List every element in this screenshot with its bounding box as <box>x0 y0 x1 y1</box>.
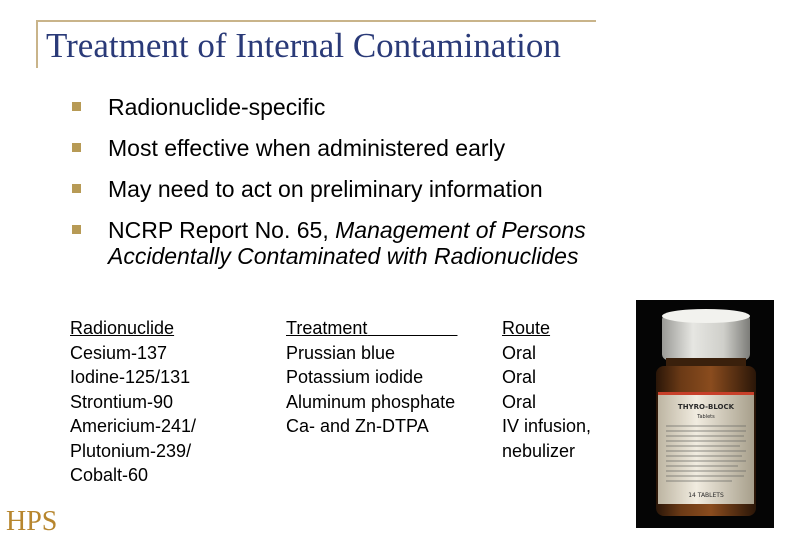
title-frame-horizontal-line <box>36 20 596 22</box>
slide-title: Treatment of Internal Contamination <box>46 26 561 65</box>
square-bullet-icon <box>72 102 81 111</box>
bullet-item <box>72 94 712 120</box>
square-bullet-icon <box>72 143 81 152</box>
route-item: Oral <box>502 342 537 363</box>
treatment-item: Ca- and Zn-DTPA <box>286 416 429 436</box>
bullet-text: Radionuclide-specific <box>108 94 326 120</box>
route-column <box>502 316 632 463</box>
bottle-label-count: 14 TABLETS <box>688 492 724 499</box>
bottle-label-sub: Tablets <box>697 414 715 420</box>
hps-logo-text: HPS <box>6 506 58 536</box>
radionuclide-item: Strontium-90 <box>70 391 174 412</box>
bullet-text-italic-reference: Management of Persons Accidentally Contaminated with Radionuclides <box>108 217 586 269</box>
treatment-header <box>286 316 486 341</box>
title-frame-vertical-line <box>36 20 38 68</box>
radionuclide-item: Plutonium-239/ <box>70 440 192 461</box>
square-bullet-icon <box>72 184 81 193</box>
bullet-text-prefix: NCRP Report No. 65, <box>108 217 336 243</box>
treatment-header-underline-pad <box>367 318 457 338</box>
treatment-header-text: Treatment <box>286 318 368 338</box>
bullet-item <box>72 176 712 202</box>
bottle-label-stripe <box>658 392 754 395</box>
bottle-cap-top <box>662 309 750 323</box>
bullet-text: Most effective when administered early <box>108 135 506 161</box>
treatment-item: Aluminum phosphate <box>286 391 456 412</box>
bullet-text: May need to act on preliminary information <box>108 176 543 202</box>
radionuclide-item: Cobalt-60 <box>70 465 149 485</box>
radionuclide-item: Cesium-137 <box>70 342 168 363</box>
route-item: Oral <box>502 367 537 387</box>
bottle-label-brand: THYRO-BLOCK <box>677 403 735 411</box>
square-bullet-icon <box>72 225 81 234</box>
treatment-item: Potassium iodide <box>286 367 424 387</box>
potassium-iodide-bottle-photo <box>636 300 774 528</box>
hps-logo <box>4 500 74 536</box>
radionuclide-header: Radionuclide <box>70 318 175 338</box>
treatment-column <box>286 316 486 439</box>
treatment-item: Prussian blue <box>286 342 396 363</box>
bottle-illustration <box>636 300 774 528</box>
bullet-list <box>72 94 712 284</box>
radionuclide-item: Iodine-125/131 <box>70 367 191 387</box>
hps-logo-graphic <box>4 500 74 536</box>
route-item: Oral <box>502 391 537 412</box>
bullet-item <box>72 217 712 269</box>
route-item: IV infusion, <box>502 416 592 436</box>
route-item: nebulizer <box>502 440 576 461</box>
route-header: Route <box>502 318 551 338</box>
radionuclide-column <box>70 316 260 488</box>
bullet-item <box>72 135 712 161</box>
radionuclide-item: Americium-241/ <box>70 416 197 436</box>
